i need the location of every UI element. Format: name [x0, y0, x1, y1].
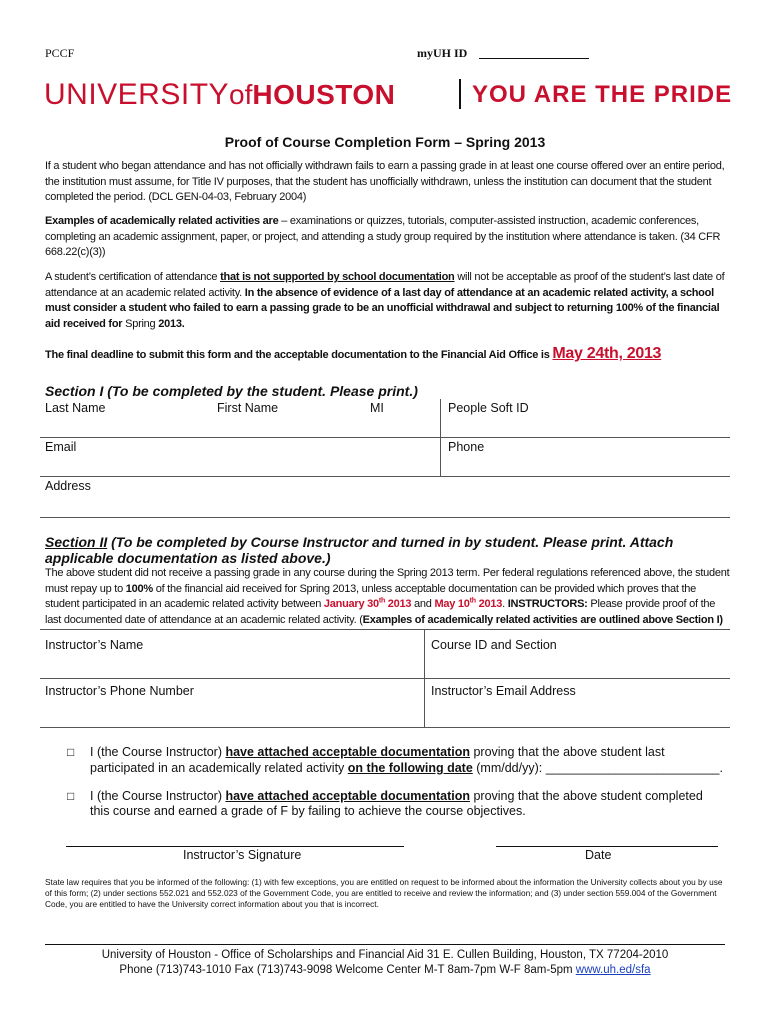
- section2-row-line-0: [40, 629, 730, 630]
- c1-following-date: on the following date: [347, 761, 473, 775]
- cert-end: 2013.: [155, 317, 185, 330]
- first-name-label: First Name: [217, 401, 279, 415]
- form-title: Proof of Course Completion Form – Spring 2013: [224, 134, 546, 150]
- date-label: Date: [585, 848, 612, 862]
- checkbox-last-date-text-2: [90, 761, 730, 776]
- s2-date2-year: 2013: [475, 598, 503, 610]
- s2-date2: May 10: [434, 598, 470, 610]
- s2-instructors: INSTRUCTORS:: [507, 598, 588, 610]
- c1-date-blank: (mm/dd/yy): _________________________.: [472, 761, 723, 775]
- signature-line[interactable]: [66, 846, 404, 847]
- last-name-label: Last Name: [45, 401, 106, 415]
- footer-address: University of Houston - Office of Scholarships and Financial Aid 31 E. Cullen Building, Houston, TX 77204-2010: [101, 949, 669, 961]
- myuh-id-label: myUH ID: [417, 46, 468, 60]
- c1-a: I (the Course Instructor): [90, 745, 226, 759]
- form-code: PCCF: [45, 46, 75, 60]
- s2-and: and: [411, 598, 435, 610]
- s2-date1-year: 2013: [384, 598, 412, 610]
- examples-heading: Examples of academically related activities are: [45, 215, 279, 227]
- cert-text-1: A student’s certification of attendance: [45, 271, 221, 283]
- section1-row-line-2: [40, 476, 730, 477]
- myuh-id-field[interactable]: [479, 58, 589, 59]
- cert-spring: Spring: [125, 317, 156, 330]
- section2-title-line2: applicable documentation as listed above.): [45, 550, 331, 566]
- section2-title: [45, 534, 735, 550]
- phone-label: Phone: [448, 440, 485, 454]
- deadline-line: [45, 346, 730, 364]
- c1-b: proving that the above student last: [469, 745, 665, 759]
- c1-underlined: have attached acceptable documentation: [225, 745, 470, 759]
- course-id-label: Course ID and Section: [431, 638, 557, 652]
- c2-a: I (the Course Instructor): [90, 789, 226, 803]
- s2-body-5: Examples of academically related activities are outlined above Section I): [362, 613, 723, 626]
- section1-row-line-1: [40, 437, 730, 438]
- checkbox-grade-f-text-2: this course and earned a grade of F by failing to achieve the course objectives.: [90, 804, 526, 818]
- s2-date2-sup: th: [469, 597, 476, 605]
- section1-title: Section I (To be completed by the student. Please print.): [45, 383, 418, 399]
- checkbox-last-date-text: [90, 745, 730, 760]
- checkbox-last-date[interactable]: □: [67, 745, 75, 759]
- s2-body-4: Please provide proof of the last documented date of attendance at an academic related activity. (: [45, 598, 716, 626]
- address-label: Address: [45, 479, 91, 493]
- c1-c: participated in an academically related activity: [90, 761, 348, 775]
- cert-underlined: that is not supported by school documentation: [220, 271, 455, 283]
- state-law-notice: State law requires that you be informed of the following: (1) with few exceptions, you are entitled on request to be informed about the information the University collects about you by use of this form; (2) under sections 552.021 and 552.023 of the Government Code, you are entitled to receive and review the information; and (3) under section 559.004 of the Government Code, you are entitled to have the University correct information about you that is incorrect.: [45, 877, 723, 909]
- s2-body-3: .: [502, 598, 508, 610]
- logo-university: UNIVERSITY: [44, 78, 230, 111]
- logo-tagline: YOU ARE THE PRIDE: [472, 81, 733, 108]
- c2-b: proving that the above student completed: [469, 789, 703, 803]
- date-line[interactable]: [496, 846, 718, 847]
- examples-text: – examinations or quizzes, tutorials, computer-assisted instruction, academic conferences, completing an academic assignment, paper, or project, and attending a study group required by the institution where attendance is taken. (34 CFR 668.22(c)(3)): [45, 215, 721, 258]
- instructor-name-label: Instructor’s Name: [45, 638, 144, 652]
- section2-title-rest: (To be completed by Course Instructor and turned in by student. Please print. Attach: [107, 534, 674, 550]
- section1-row-line-3: [40, 517, 730, 518]
- mi-label: MI: [370, 401, 384, 415]
- s2-body-1: The above student did not receive a passing grade in any course during the Spring 2013 term. Per federal regulations referenced above, the student must repay up to: [45, 567, 730, 595]
- deadline-text: The final deadline to submit this form and the acceptable documentation to the Financial Aid Office is: [45, 349, 553, 361]
- intro-paragraph: If a student who began attendance and has not officially withdrawn fails to earn a passing grade in at least one course offered over an entire period, the institution must assume, for Title IV purposes, that the student has unofficially withdrawn, unless the institution can document that the student completed the period. (DCL GEN-04-03, February 2004): [45, 160, 725, 203]
- deadline-date: May 24th, 2013: [552, 345, 662, 362]
- people-soft-id-label: People Soft ID: [448, 401, 529, 415]
- checkbox-grade-f[interactable]: □: [67, 789, 75, 803]
- checkbox-grade-f-text: [90, 789, 730, 804]
- footer-rule: [45, 944, 725, 945]
- s2-body-100: 100%: [125, 582, 153, 595]
- c2-underlined: have attached acceptable documentation: [225, 789, 470, 803]
- logo-of: of: [229, 79, 253, 110]
- cert-text-2: will not be acceptable as proof of the student’s last date of attendance at an academic related activity.: [45, 271, 725, 299]
- s2-date1: January 30: [323, 598, 379, 610]
- s2-body-2: of the financial aid received for Spring 2013, unless acceptable documentation can be provided which proves that the student participated in an academic related activity between: [45, 582, 697, 610]
- s2-date1-sup: th: [378, 597, 385, 605]
- footer-contact: [0, 964, 770, 976]
- section2-body: [45, 566, 730, 628]
- instructor-phone-label: Instructor’s Phone Number: [45, 684, 194, 698]
- signature-label: Instructor’s Signature: [183, 848, 302, 862]
- section2-title-prefix: Section II: [45, 534, 108, 550]
- section1-divider: [440, 399, 441, 477]
- certification-paragraph: [45, 270, 730, 332]
- footer-link[interactable]: www.uh.ed/sfa: [575, 964, 651, 976]
- section2-row-line-2: [40, 727, 730, 728]
- footer-phone: Phone (713)743-1010 Fax (713)743-9098 Welcome Center M-T 8am-7pm W-F 8am-5pm: [119, 964, 576, 976]
- logo-houston: HOUSTON: [252, 79, 396, 110]
- logo-divider: [459, 79, 461, 109]
- instructor-email-label: Instructor’s Email Address: [431, 684, 576, 698]
- section2-row-line-1: [40, 678, 730, 679]
- examples-paragraph: [45, 214, 730, 261]
- cert-bold: In the absence of evidence of a last day of attendance at an academic related activity, a school must consider a student who failed to earn a passing grade to be an unofficial withdrawal and subject to returning 100% of the financial aid received for: [45, 286, 720, 330]
- email-label: Email: [45, 440, 77, 454]
